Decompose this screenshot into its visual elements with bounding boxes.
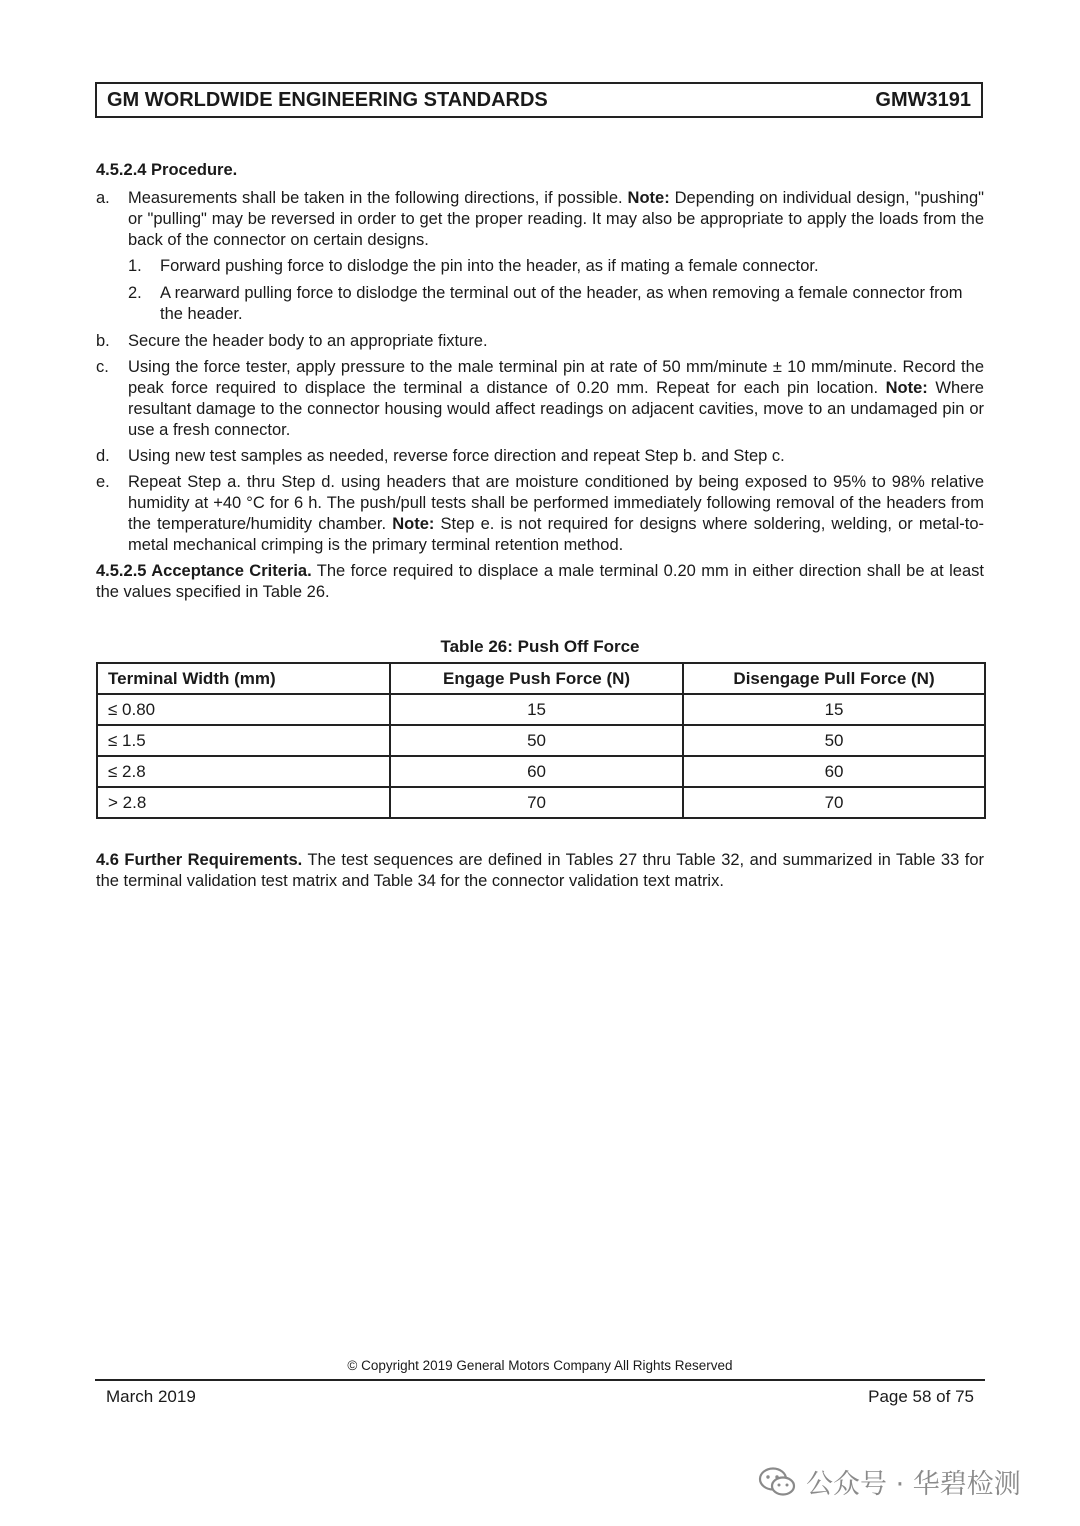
item-label: e. [96, 473, 110, 491]
table-cell: 50 [390, 725, 683, 756]
table-cell: ≤ 1.5 [97, 725, 390, 756]
push-off-force-table [96, 662, 986, 819]
table-header-row [97, 663, 985, 694]
footer-copyright: © Copyright 2019 General Motors Company All Rights Reserved [347, 1358, 733, 1373]
table-cell: 60 [683, 756, 985, 787]
item-text: Using the force tester, apply pressure to the male terminal pin at rate of 50 mm/minute ± 10 mm/minute. Record the peak force required to displace the terminal a distance of 0.20 mm. Repeat for each pin location. [128, 358, 984, 397]
procedure-subitems [128, 256, 984, 325]
item-label: c. [96, 358, 109, 376]
procedure-item-b [96, 331, 984, 352]
header-title: GM WORLDWIDE ENGINEERING STANDARDS [107, 88, 548, 111]
further-heading: 4.6 Further Requirements. [96, 851, 303, 869]
subitem-label: 2. [128, 284, 142, 302]
watermark [758, 1462, 1021, 1501]
column-header: Disengage Pull Force (N) [683, 663, 985, 694]
table-cell: 60 [390, 756, 683, 787]
table-row [97, 787, 985, 818]
document-header [95, 82, 983, 118]
acceptance-heading: 4.5.2.5 Acceptance Criteria. [96, 562, 312, 580]
procedure-subitem-2 [128, 283, 984, 325]
procedure-item-c [96, 357, 984, 441]
table-row [97, 756, 985, 787]
column-header: Engage Push Force (N) [390, 663, 683, 694]
note-text: Where resultant damage to the connector housing would affect readings on adjacent cavities, move to an undamaged pin or use a fresh connector. [128, 379, 984, 439]
item-text: Measurements shall be taken in the following directions, if possible. [128, 189, 623, 207]
procedure-item-e [96, 472, 984, 556]
table-row [97, 725, 985, 756]
item-label: a. [96, 189, 110, 207]
further-requirements [96, 850, 984, 892]
page-content [96, 160, 984, 892]
table-title: Table 26: Push Off Force [440, 637, 640, 656]
acceptance-criteria [96, 561, 984, 603]
item-text: Repeat Step a. thru Step d. using headers that are moisture conditioned by being exposed to 95% to 98% relative humidity at +40 °C for 6 h. The push/pull tests shall be performed immediately following removal of the headers from the temperature/humidity chamber. [128, 473, 984, 533]
item-text: Using new test samples as needed, reverse force direction and repeat Step b. and Step c. [128, 447, 785, 465]
note-text: Depending on individual design, "pushing" or "pulling" may be reversed in order to get the proper reading. It may also be appropriate to apply the loads from the back of the connector on certain designs. [128, 189, 984, 249]
item-text: Secure the header body to an appropriate fixture. [128, 332, 488, 350]
item-label: b. [96, 332, 110, 350]
further-text: The test sequences are defined in Tables 27 thru Table 32, and summarized in Table 33 for the terminal validation test matrix and Table 34 for the connector validation text matrix. [96, 851, 984, 890]
note-label: Note: [627, 189, 670, 207]
procedure-item-d [96, 446, 984, 467]
procedure-item-a [96, 188, 984, 251]
table-cell: 70 [683, 787, 985, 818]
footer-divider [95, 1379, 985, 1381]
header-doc-id: GMW3191 [875, 88, 971, 111]
note-label: Note: [392, 515, 435, 533]
footer-page-number: Page 58 of 75 [868, 1387, 974, 1406]
table-cell: ≤ 2.8 [97, 756, 390, 787]
wechat-icon [758, 1467, 796, 1497]
table-cell: 15 [390, 694, 683, 725]
subitem-text: A rearward pulling force to dislodge the terminal out of the header, as when removing a female connector from the header. [160, 284, 963, 323]
item-label: d. [96, 447, 110, 465]
acceptance-text: The force required to displace a male terminal 0.20 mm in either direction shall be at least the values specified in Table 26. [96, 562, 984, 601]
table-cell: 50 [683, 725, 985, 756]
column-header: Terminal Width (mm) [97, 663, 390, 694]
procedure-heading: 4.5.2.4 Procedure. [96, 161, 238, 179]
footer-date: March 2019 [106, 1387, 196, 1406]
procedure-subitem-1 [128, 256, 984, 277]
table-cell: 70 [390, 787, 683, 818]
subitem-text: Forward pushing force to dislodge the pin into the header, as if mating a female connector. [160, 257, 819, 275]
table-cell: > 2.8 [97, 787, 390, 818]
table-cell: 15 [683, 694, 985, 725]
note-text: Step e. is not required for designs where soldering, welding, or metal-to-metal mechanical crimping is the primary terminal retention method. [128, 515, 984, 554]
watermark-text: 公众号 · 华碧检测 [806, 1469, 1021, 1500]
note-label: Note: [885, 379, 928, 397]
table-row [97, 694, 985, 725]
table-cell: ≤ 0.80 [97, 694, 390, 725]
subitem-label: 1. [128, 257, 142, 275]
